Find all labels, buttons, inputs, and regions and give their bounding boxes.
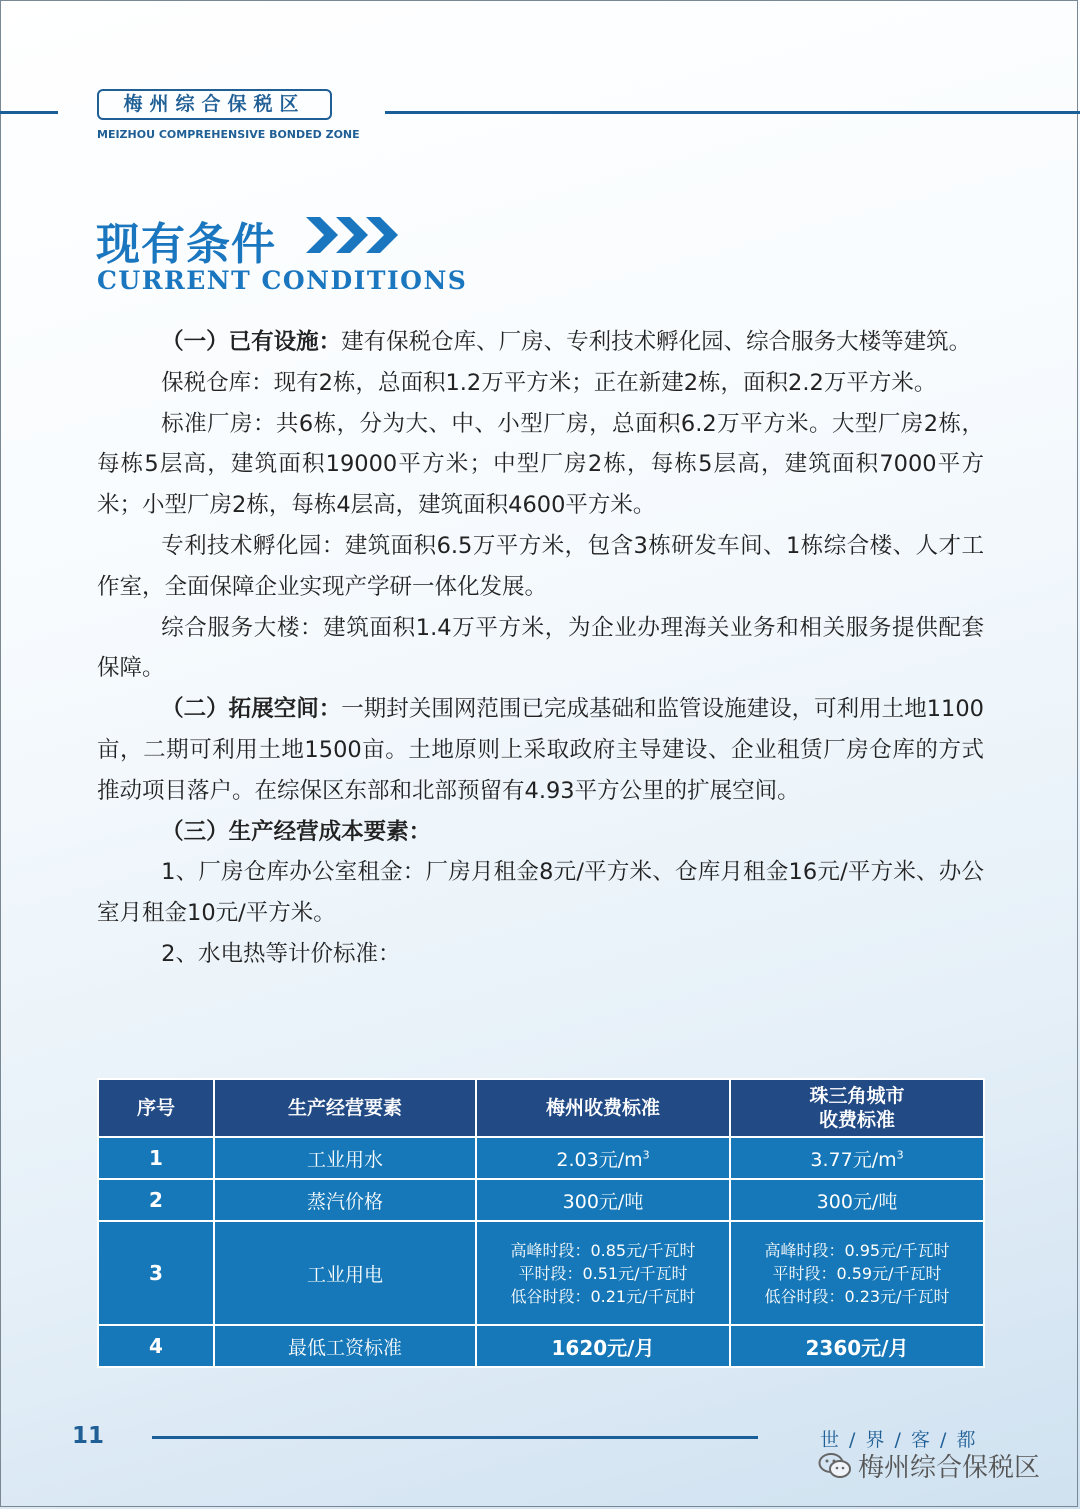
fee-table	[97, 1078, 985, 1368]
table-row: 1 工业用水 2.03元$/m^3$ 3.77元$/m^3$	[98, 1137, 984, 1179]
table-row: 4 最低工资标准 1620元/月 2360元/月	[98, 1325, 984, 1367]
page-number: 11	[72, 1423, 105, 1449]
paragraph-rent: 1、厂房仓库办公室租金：厂房月租金8元/平方米、仓库月租金16元/平方米、办公室月租金10元/平方米。	[97, 859, 984, 927]
section-title: 现有条件	[96, 219, 276, 270]
header-line-left	[0, 111, 58, 114]
table-row: 3 工业用电 高峰时段：0.85元/千瓦时 平时段：0.51元/千瓦时 低谷时段：0.21元/千瓦时 高峰时段：0.95元/千瓦时 平时段：0.59元/千瓦时 低谷时段：0.23元/千瓦时	[98, 1221, 984, 1325]
paragraph-expansion: （二）拓展空间：一期封关围网范围已完成基础和监管设施建设，可利用土地1100亩，二期可利用土地1500亩。土地原则上采取政府主导建设、企业租赁厂房仓库的方式推动项目落户。在综保区东部和北部预留有4.93平方公里的扩展空间。	[97, 696, 984, 804]
body-text	[97, 322, 984, 975]
watermark	[818, 1447, 1040, 1484]
paragraph-utility: 2、水电热等计价标准：	[161, 940, 401, 967]
table-header-row	[98, 1079, 984, 1137]
section-title-english: CURRENT CONDITIONS	[97, 266, 468, 295]
footer-slogan: 世 / 界 / 客 / 都	[820, 1429, 978, 1451]
paragraph-heading: （二）拓展空间：	[161, 696, 342, 723]
paragraph-facilities: （一）已有设施：建有保税仓库、厂房、专利技术孵化园、综合服务大楼等建筑。	[161, 329, 972, 355]
triple-chevron-right-icon	[306, 214, 402, 256]
paragraph-cost-heading	[97, 812, 984, 853]
brand-name-box: 梅州综合保税区	[97, 89, 332, 120]
paragraph-heading: （一）已有设施：	[161, 329, 342, 355]
paragraph-incubator: 专利技术孵化园：建筑面积6.5万平方米，包含3栋研发车间、1栋综合楼、人才工作室，全面保障企业实现产学研一体化发展。	[97, 532, 984, 600]
wechat-icon	[818, 1452, 852, 1480]
paragraph-bonded-warehouse: 保税仓库：现有2栋，总面积1.2万平方米；正在新建2栋，面积2.2万平方米。	[161, 369, 937, 396]
header-meizhou: 梅州收费标准	[476, 1079, 730, 1137]
paragraph-heading: （三）生产经营成本要素：	[161, 818, 432, 845]
header-no: 序号	[98, 1079, 214, 1137]
header-item: 生产经营要素	[214, 1079, 476, 1137]
paragraph-service-building: 综合服务大楼：建筑面积1.4万平方米，为企业办理海关业务和相关服务提供配套保障。	[97, 614, 984, 682]
header-prd: 珠三角城市 收费标准	[730, 1079, 984, 1137]
table-row: 2 蒸汽价格 300元/吨 300元/吨	[98, 1179, 984, 1221]
header-line-right	[385, 111, 1080, 114]
watermark-text: 梅州综合保税区	[858, 1453, 1041, 1483]
footer-line	[152, 1436, 758, 1439]
brand-name-english: MEIZHOU COMPREHENSIVE BONDED ZONE	[97, 128, 360, 141]
paragraph-standard-factory: 标准厂房：共6栋，分为大、中、小型厂房，总面积6.2万平方米。大型厂房2栋，每栋5层高，建筑面积19000平方米；中型厂房2栋，每栋5层高，建筑面积7000平方米；小型厂房2栋，每栋4层高，建筑面积4600平方米。	[97, 410, 984, 519]
